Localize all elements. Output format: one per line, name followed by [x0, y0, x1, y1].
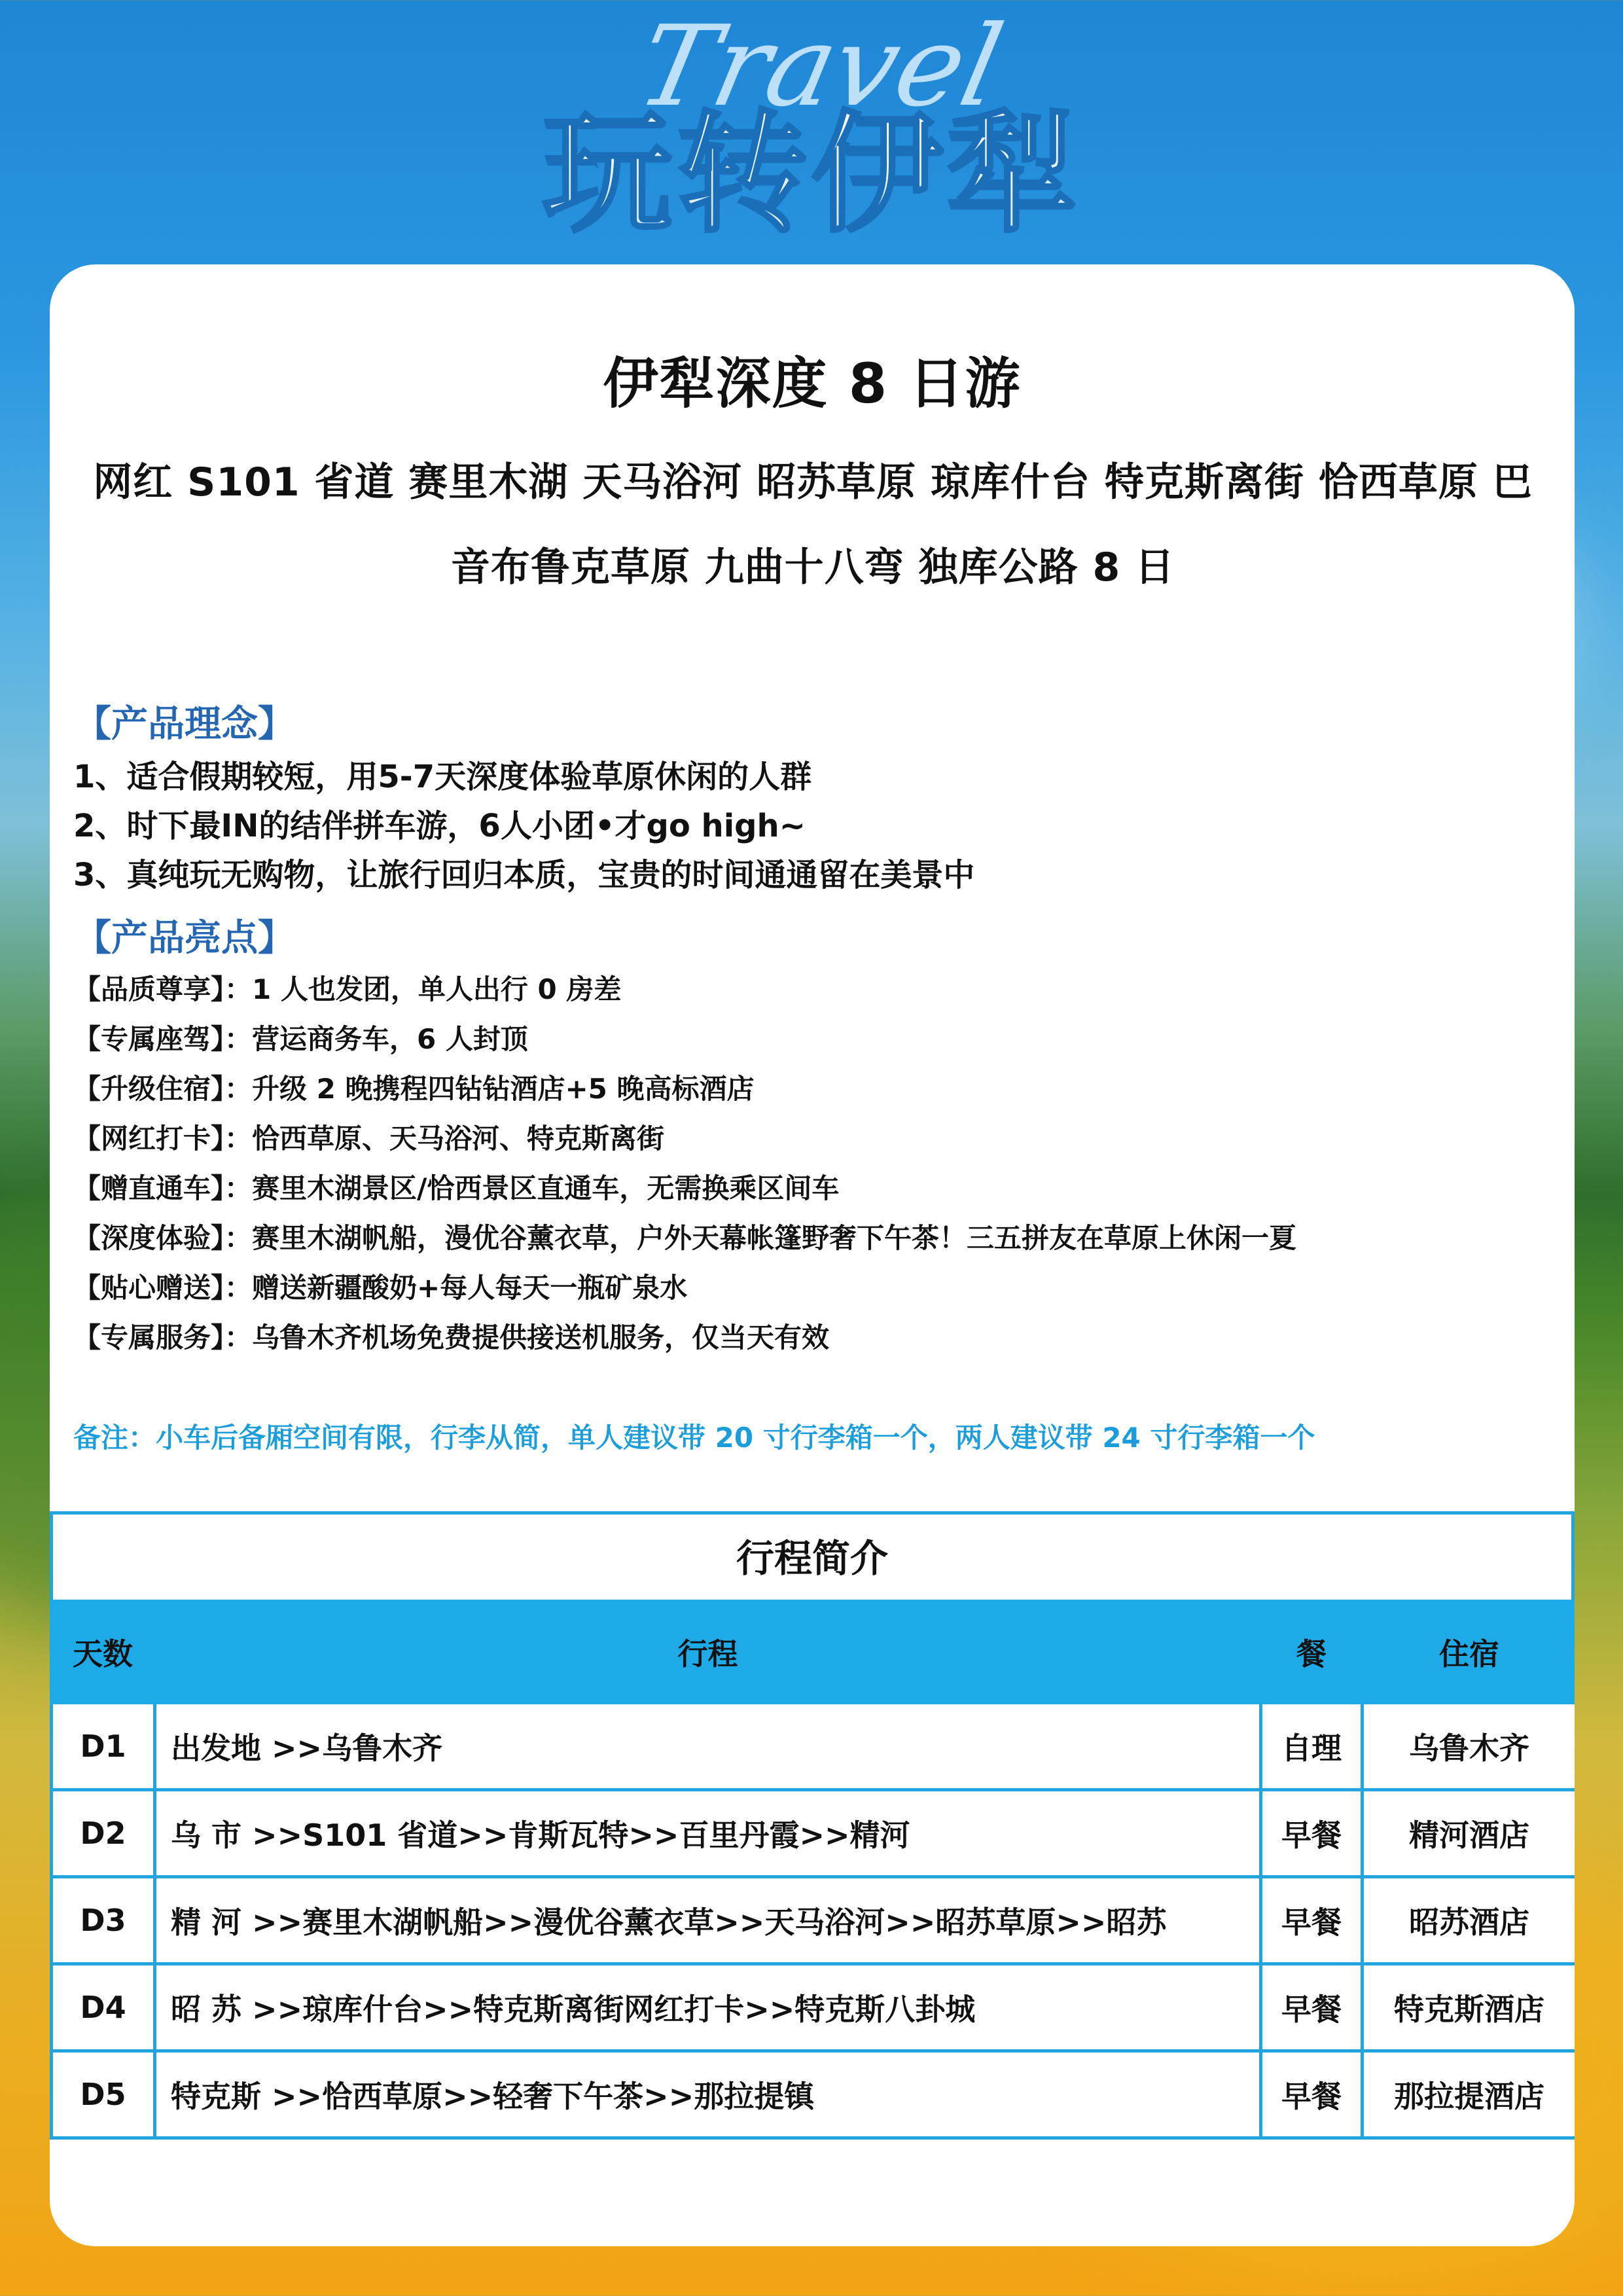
- luggage-note: 备注：小车后备厢空间有限，行李从简，单人建议带 20 寸行李箱一个，两人建议带 24 寸行李箱一个: [73, 1422, 1315, 1454]
- subtitle: [73, 440, 1552, 610]
- header-route: 行程: [155, 1602, 1261, 1703]
- content-card: [50, 264, 1575, 2246]
- cell-route: 出发地 >>乌鲁木齐: [155, 1703, 1261, 1790]
- header-day: 天数: [52, 1602, 155, 1703]
- cell-hotel: 乌鲁木齐: [1363, 1703, 1575, 1790]
- highlight-label: 【专属服务】: [73, 1321, 225, 1354]
- concept-heading: 【产品理念】: [75, 703, 294, 745]
- highlight-label: 【升级住宿】: [73, 1073, 225, 1105]
- table-row: [52, 1703, 1575, 1790]
- highlight-label: 【贴心赠送】: [73, 1272, 225, 1304]
- table-row: [52, 2051, 1575, 2138]
- highlight-text: ：1 人也发团，单人出行 0 房差: [224, 973, 622, 1005]
- concept-list: [73, 753, 1552, 900]
- highlight-item: [73, 1263, 1559, 1313]
- highlight-label: 【网红打卡】: [73, 1122, 225, 1155]
- highlight-item: [73, 1164, 1559, 1213]
- table-header-row: [52, 1602, 1575, 1703]
- itinerary-title: 行程简介: [50, 1511, 1575, 1600]
- cell-route: 乌 市 >>S101 省道>>肯斯瓦特>>百里丹霞>>精河: [155, 1790, 1261, 1877]
- cell-hotel: 昭苏酒店: [1363, 1877, 1575, 1964]
- highlight-label: 【专属座驾】: [73, 1023, 225, 1055]
- table-row: [52, 1877, 1575, 1964]
- highlight-item: [73, 1064, 1559, 1114]
- highlight-text: ：赛里木湖帆船，漫优谷薰衣草，户外天幕帐篷野奢下午茶！三五拼友在草原上休闲一夏: [224, 1222, 1297, 1254]
- cell-route: 昭 苏 >>琼库什台>>特克斯离街网红打卡>>特克斯八卦城: [155, 1964, 1261, 2051]
- concept-item: 3、真纯玩无购物，让旅行回归本质，宝贵的时间通通留在美景中: [73, 857, 975, 893]
- cell-meal: 早餐: [1261, 2051, 1363, 2138]
- header-banner: [0, 0, 1623, 262]
- highlight-item: [73, 1213, 1559, 1263]
- highlight-label: 【赠直通车】: [73, 1172, 225, 1204]
- cell-day: D2: [52, 1790, 155, 1877]
- header-hotel: 住宿: [1363, 1602, 1575, 1703]
- cell-hotel: 那拉提酒店: [1363, 2051, 1575, 2138]
- highlight-text: ：升级 2 晚携程四钻钻酒店+5 晚高标酒店: [224, 1073, 755, 1105]
- itinerary-table: [50, 1511, 1575, 2140]
- itinerary-grid: [50, 1600, 1575, 2140]
- cell-day: D1: [52, 1703, 155, 1790]
- highlight-text: ：赠送新疆酸奶+每人每天一瓶矿泉水: [224, 1272, 688, 1304]
- cell-meal: 早餐: [1261, 1790, 1363, 1877]
- header-title: 玩转伊犁: [541, 98, 1082, 251]
- highlight-text: ：恰西草原、天马浴河、特克斯离街: [224, 1122, 665, 1155]
- highlight-item: [73, 1014, 1559, 1064]
- highlight-text: ：赛里木湖景区/恰西景区直通车，无需换乘区间车: [224, 1172, 840, 1204]
- highlight-item: [73, 1313, 1559, 1363]
- highlights-heading: 【产品亮点】: [75, 917, 294, 960]
- header-meal: 餐: [1261, 1602, 1363, 1703]
- cell-day: D4: [52, 1964, 155, 2051]
- cell-day: D5: [52, 2051, 155, 2138]
- highlight-item: [73, 1114, 1559, 1164]
- highlights-list: [73, 965, 1559, 1363]
- cell-route: 精 河 >>赛里木湖帆船>>漫优谷薰衣草>>天马浴河>>昭苏草原>>昭苏: [155, 1877, 1261, 1964]
- highlight-label: 【深度体验】: [73, 1222, 225, 1254]
- travel-script-text: Travel: [627, 1, 1014, 132]
- highlight-label: 【品质尊享】: [73, 973, 225, 1005]
- cell-meal: 早餐: [1261, 1964, 1363, 2051]
- cell-day: D3: [52, 1877, 155, 1964]
- table-row: [52, 1790, 1575, 1877]
- cell-hotel: 特克斯酒店: [1363, 1964, 1575, 2051]
- concept-item: 2、时下最IN的结伴拼车游，6人小团•才go high~: [73, 808, 806, 844]
- highlight-text: ：营运商务车，6 人封顶: [224, 1023, 528, 1055]
- subtitle-line-1: 网红 S101 省道 赛里木湖 天马浴河 昭苏草原 琼库什台 特克斯离街 恰西草原 巴: [93, 459, 1533, 505]
- travel-logo: [0, 0, 1623, 262]
- cell-route: 特克斯 >>恰西草原>>轻奢下午茶>>那拉提镇: [155, 2051, 1261, 2138]
- concept-item: 1、适合假期较短，用5-7天深度体验草原休闲的人群: [73, 759, 812, 795]
- cell-hotel: 精河酒店: [1363, 1790, 1575, 1877]
- highlight-text: ：乌鲁木齐机场免费提供接送机服务，仅当天有效: [224, 1321, 830, 1354]
- cell-meal: 早餐: [1261, 1877, 1363, 1964]
- subtitle-line-2: 音布鲁克草原 九曲十八弯 独库公路 8 日: [450, 545, 1175, 590]
- main-title: 伊犁深度 8 日游: [603, 351, 1022, 416]
- cell-meal: 自理: [1261, 1703, 1363, 1790]
- highlight-item: [73, 965, 1559, 1014]
- table-row: [52, 1964, 1575, 2051]
